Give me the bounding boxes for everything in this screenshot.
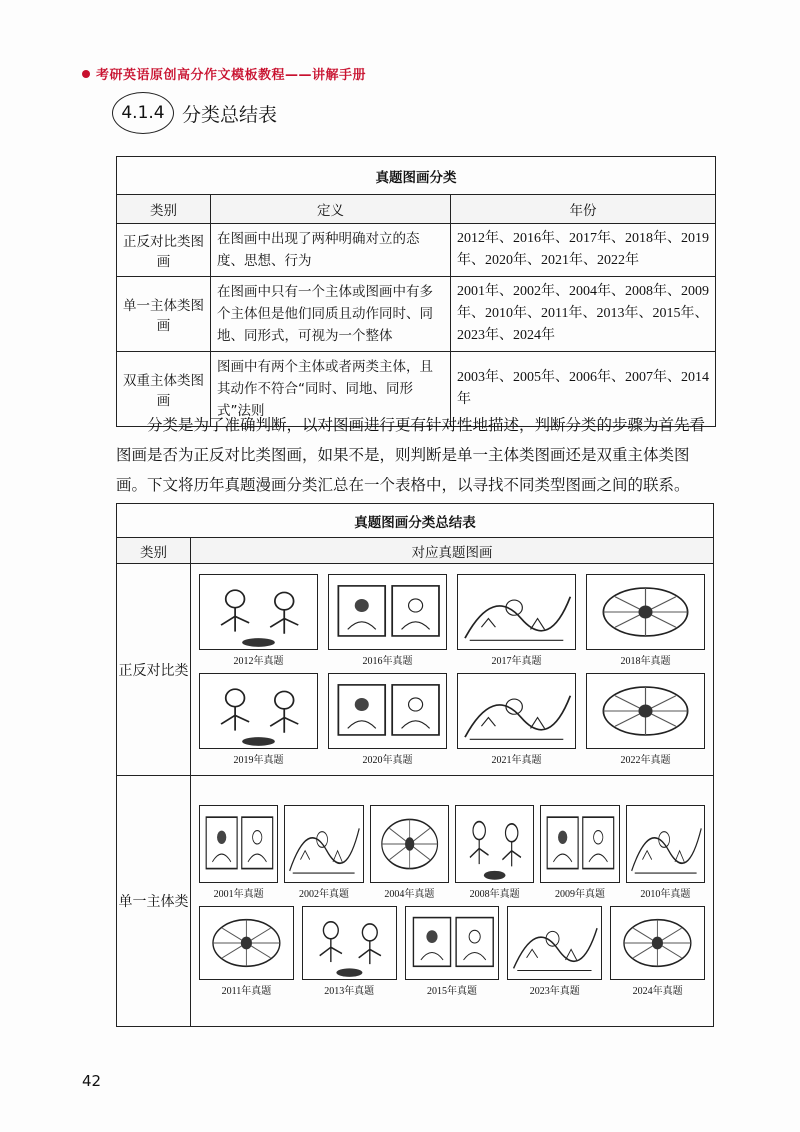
cartoon-year-label: 2009年真题 bbox=[554, 889, 605, 900]
cartoon-year-label: 2013年真题 bbox=[324, 986, 375, 997]
cartoon-item bbox=[284, 805, 363, 900]
category-cell: 正反对比类图画 bbox=[117, 224, 211, 277]
cartoon-image bbox=[284, 805, 363, 883]
cartoon-year-label: 2018年真题 bbox=[620, 655, 671, 667]
cartoon-image bbox=[457, 673, 576, 749]
cartoon-year-label: 2022年真题 bbox=[620, 754, 671, 766]
cartoon-year-label: 2017年真题 bbox=[491, 655, 542, 667]
cartoon-image bbox=[199, 673, 318, 749]
cartoon-item bbox=[507, 906, 602, 997]
cartoon-year-label: 2015年真题 bbox=[426, 986, 477, 997]
cartoon-year-label: 2021年真题 bbox=[491, 754, 542, 766]
cartoon-item bbox=[199, 906, 294, 997]
column-header: 类别 bbox=[117, 195, 211, 224]
years-cell: 2012年、2016年、2017年、2018年、2019年、2020年、2021年、2022年 bbox=[451, 224, 716, 277]
column-header: 类别 bbox=[117, 538, 191, 564]
table-caption: 真题图画分类总结表 bbox=[117, 504, 714, 538]
cartoon-year-label: 2020年真题 bbox=[362, 754, 413, 766]
category-cell: 单一主体类图画 bbox=[117, 277, 211, 352]
cartoon-item bbox=[370, 805, 449, 900]
definition-cell: 图画中有两个主体或者两类主体，且其动作不符合“同时、同地、同形式”法则 bbox=[211, 352, 451, 427]
category-cell: 双重主体类图画 bbox=[117, 352, 211, 427]
page-number: 42 bbox=[82, 1072, 102, 1090]
table-caption: 真题图画分类 bbox=[117, 157, 716, 195]
cartoon-item bbox=[405, 906, 500, 997]
cartoon-image bbox=[540, 805, 619, 883]
cartoon-year-label: 2001年真题 bbox=[213, 889, 264, 900]
cartoon-item bbox=[457, 673, 576, 766]
cartoon-item bbox=[199, 574, 318, 667]
cartoon-year-label: 2008年真题 bbox=[469, 889, 520, 900]
cartoon-image bbox=[507, 906, 602, 980]
cartoon-item bbox=[328, 574, 447, 667]
cartoon-year-label: 2011年真题 bbox=[221, 986, 272, 997]
paragraph: 下文将历年真题漫画分类汇总在一个表格中，以寻找不同类型图画之间的联系。 bbox=[147, 476, 690, 494]
cartoon-item bbox=[199, 673, 318, 766]
cartoon-image bbox=[199, 906, 294, 980]
cartoon-year-label: 2019年真题 bbox=[233, 754, 284, 766]
cartoon-image bbox=[328, 574, 447, 650]
cartoon-item bbox=[610, 906, 705, 997]
column-header: 年份 bbox=[451, 195, 716, 224]
cartoon-item bbox=[586, 574, 705, 667]
definition-cell: 在图画中只有一个主体或图画中有多个主体但是他们同质且动作同时、同地、同形式，可视为一个整体 bbox=[211, 277, 451, 352]
cartoon-item bbox=[626, 805, 705, 900]
column-header: 定义 bbox=[211, 195, 451, 224]
bullet-icon bbox=[82, 70, 90, 78]
summary-table bbox=[116, 503, 714, 1027]
cartoon-item bbox=[540, 805, 619, 900]
paragraph: 分类是为了准确判断，以对图画进行更有针对性地描述，判断分类的步骤为首先看图画是否为正反对比类图画，如果不是，则判断是单一主体类图画还是双重主体类图画。 bbox=[116, 416, 706, 494]
cartoon-image bbox=[457, 574, 576, 650]
cartoon-image bbox=[455, 805, 534, 883]
cartoon-item bbox=[328, 673, 447, 766]
cartoon-year-label: 2002年真题 bbox=[298, 889, 349, 900]
cartoon-image bbox=[626, 805, 705, 883]
cartoon-gallery bbox=[191, 564, 714, 776]
cartoon-year-label: 2004年真题 bbox=[384, 889, 435, 900]
cartoon-image bbox=[302, 906, 397, 980]
header-title: 考研英语原创高分作文模板教程——讲解手册 bbox=[96, 68, 367, 83]
cartoon-image bbox=[328, 673, 447, 749]
cartoon-gallery bbox=[191, 776, 714, 1027]
running-header bbox=[82, 64, 366, 83]
category-cell: 正反对比类 bbox=[117, 564, 191, 776]
cartoon-item bbox=[302, 906, 397, 997]
cartoon-year-label: 2012年真题 bbox=[233, 655, 284, 667]
cartoon-year-label: 2016年真题 bbox=[362, 655, 413, 667]
cartoon-image bbox=[370, 805, 449, 883]
years-cell: 2001年、2002年、2004年、2008年、2009年、2010年、2011年、2013年、2015年、2023年、2024年 bbox=[451, 277, 716, 352]
section-heading bbox=[112, 92, 277, 134]
section-number: 4.1.4 bbox=[112, 92, 174, 134]
cartoon-image bbox=[405, 906, 500, 980]
column-header: 对应真题图画 bbox=[191, 538, 714, 564]
cartoon-image bbox=[586, 574, 705, 650]
cartoon-year-label: 2023年真题 bbox=[529, 986, 580, 997]
cartoon-image bbox=[199, 574, 318, 650]
cartoon-item bbox=[455, 805, 534, 900]
category-cell: 单一主体类 bbox=[117, 776, 191, 1027]
years-cell: 2003年、2005年、2006年、2007年、2014年 bbox=[451, 352, 716, 427]
cartoon-item bbox=[457, 574, 576, 667]
cartoon-image bbox=[610, 906, 705, 980]
cartoon-year-label: 2010年真题 bbox=[640, 889, 691, 900]
cartoon-image bbox=[199, 805, 278, 883]
cartoon-item bbox=[586, 673, 705, 766]
cartoon-image bbox=[586, 673, 705, 749]
definition-cell: 在图画中出现了两种明确对立的态度、思想、行为 bbox=[211, 224, 451, 277]
section-title: 分类总结表 bbox=[182, 103, 278, 126]
classification-table bbox=[116, 156, 716, 427]
cartoon-item bbox=[199, 805, 278, 900]
cartoon-year-label: 2024年真题 bbox=[632, 986, 683, 997]
